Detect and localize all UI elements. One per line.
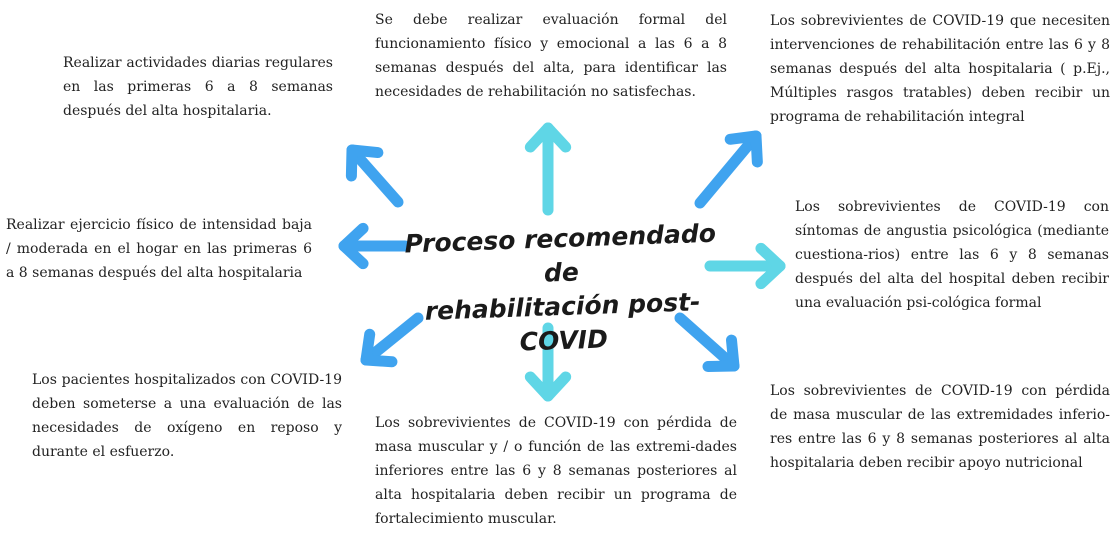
- center-title: [390, 216, 735, 364]
- node-middle-left: Realizar ejercicio físico de intensidad baja / moderada en el hogar en las primeras 6 a 8 semanas después del alta hospitalaria: [6, 217, 312, 281]
- center-title-line-2: rehabilitación post-COVID: [424, 287, 701, 357]
- node-bottom-left: Los pacientes hospitalizados con COVID-19 deben someterse a una evaluación de las necesidades de oxígeno en reposo y durante el esfuerzo.: [32, 372, 342, 460]
- arrow-up-left: [351, 150, 398, 202]
- node-bottom-right: Los sobrevivientes de COVID-19 con pérdida de masa muscular de las extremidades inferio-res entre las 6 y 8 semanas posteriores al alta hospitalaria deben recibir apoyo nutricional: [770, 383, 1110, 471]
- node-top-center: Se debe realizar evaluación formal del funcionamiento físico y emocional a las 6 a 8 semanas después del alta, para identificar las necesidades de rehabilitación no satisfechas.: [375, 12, 727, 100]
- node-bottom-center: Los sobrevivientes de COVID-19 con pérdida de masa muscular y / o función de las extremi-dades inferiores entre las 6 y 8 semanas posteriores al alta hospitalaria deben recibir un programa de fortalecimiento muscular.: [375, 415, 737, 527]
- arrow-up: [530, 128, 565, 210]
- node-top-right: Los sobrevivientes de COVID-19 que necesiten intervenciones de rehabilitación entre las 6 y 8 semanas después del alta hospitalaria ( p.Ej., Múltiples rasgos tratables) deben recibir un programa de rehabilitación integral: [770, 13, 1110, 125]
- node-middle-right: Los sobrevivientes de COVID-19 con síntomas de angustia psicológica (mediante cuestiona-rios) entre las 6 y 8 semanas después del alta del hospital deben recibir una evaluación psi-cológica formal: [795, 199, 1109, 311]
- center-title-line-1: Proceso recomendado de: [404, 218, 717, 288]
- arrow-up-right: [700, 136, 757, 203]
- node-top-left: Realizar actividades diarias regulares en las primeras 6 a 8 semanas después del alta hospitalaria.: [63, 55, 333, 119]
